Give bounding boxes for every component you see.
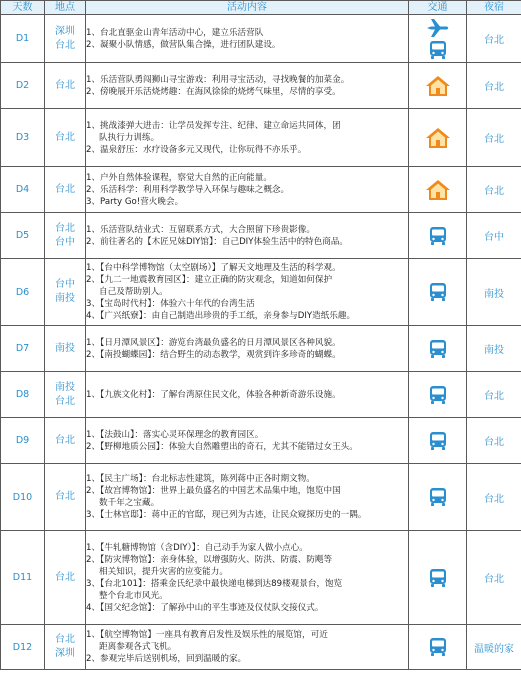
activity-line: 2、乐活科学：利用科学教学导入环保与趣味之概念。 <box>86 184 290 195</box>
activity-line: 相关知识，提升灾害的应变能力。 <box>99 566 228 577</box>
location-name: 南投 <box>55 381 75 393</box>
day-cell: D2 <box>1 63 45 109</box>
header-location: 地点 <box>45 1 86 15</box>
activity-line: 1、台北直驱金山青年活动中心，建立乐活营队 <box>86 27 264 38</box>
activity-line: 3、【台北101】：搭乘金氏纪录中最快递电梯到达89楼观景台，饱览 <box>86 578 343 589</box>
day-cell: D5 <box>1 213 45 259</box>
day-cell: D9 <box>1 418 45 464</box>
activity-line: 1、【九族文化村】：了解台湾原住民文化，体验各种新奇游乐设施。 <box>86 389 341 400</box>
day-cell: D8 <box>1 372 45 418</box>
transport-cell <box>409 326 467 372</box>
day-cell: D6 <box>1 259 45 326</box>
activity-cell <box>86 259 409 326</box>
itinerary-body <box>1 15 521 670</box>
location-name: 台北 <box>55 395 75 407</box>
day-cell: D12 <box>1 625 45 670</box>
itinerary-row <box>1 372 521 418</box>
stay-cell: 台北 <box>467 464 521 531</box>
activity-line: 1、【法鼓山】：落实心灵环保理念的教育园区。 <box>86 429 264 440</box>
day-cell: D7 <box>1 326 45 372</box>
house-icon <box>425 127 451 149</box>
house-icon <box>425 75 451 97</box>
stay-cell: 台北 <box>467 63 521 109</box>
activity-line: 数千年之宝藏。 <box>99 498 160 508</box>
stay-cell: 台北 <box>467 372 521 418</box>
activity-line: 2、前往著名的【木匠兄妹DIY馆】：自己DIY体验生活中的特色商品。 <box>86 236 349 247</box>
header-content: 活动内容 <box>86 1 409 15</box>
itinerary-row <box>1 63 521 109</box>
transport-cell <box>409 259 467 326</box>
bus-icon <box>428 487 448 507</box>
location-name: 台中 <box>55 279 75 290</box>
plane-icon <box>426 18 450 38</box>
bus-icon <box>428 339 448 359</box>
location-name: 南投 <box>55 293 75 304</box>
activity-cell <box>86 63 409 109</box>
activity-line: 队执行力训练。 <box>99 132 160 143</box>
bus-icon <box>428 226 448 246</box>
activity-line: 1、【民主广场】：台北标志性建筑，陈列蒋中正各时期文物。 <box>86 474 315 484</box>
stay-cell: 台北 <box>467 531 521 625</box>
activity-line: 2、【南投蝴蝶园】：结合野生的动态教学，观赏到许多珍奇的蝴蝶。 <box>86 349 341 360</box>
activity-line: 1、挑战漆弹大进击：让学员发挥专注、纪律、建立命运共同体，团 <box>86 120 341 131</box>
activity-line: 2、参观完毕后送别机场，回到温暖的家。 <box>86 654 247 664</box>
bus-icon <box>428 568 448 588</box>
activity-line: 1、【牛轧糖博物馆（含DIY）】：自己动手为家人做小点心。 <box>86 542 308 553</box>
header-day: 天数 <box>1 1 45 15</box>
transport-cell <box>409 15 467 63</box>
activity-line: 2、凝聚小队情感，做营队集合操，进行团队建设。 <box>86 39 281 50</box>
itinerary-row <box>1 259 521 326</box>
activity-line: 2、【故宫博物馆】：世界上最负盛名的中国艺术品集中地，饱览中国 <box>86 486 341 496</box>
activity-cell <box>86 531 409 625</box>
activity-line: 3、Party Go!营火晚会。 <box>86 196 184 207</box>
stay-cell: 台北 <box>467 418 521 464</box>
header-transport: 交通 <box>409 1 467 15</box>
stay-cell: 台北 <box>467 109 521 167</box>
activity-line: 距离参观各式飞机。 <box>99 642 177 652</box>
location-name: 台北 <box>55 434 75 446</box>
location-name: 台北 <box>55 183 75 195</box>
activity-line: 1、【台中科学博物馆（太空剧场）】了解天文地理及生活的科学观。 <box>86 263 341 273</box>
activity-line: 2、【野柳地质公园】：体验大自然雕塑出的奇石，尤其不能错过女王头。 <box>86 441 358 452</box>
stay-cell: 台北 <box>467 15 521 63</box>
activity-line: 2、【防灾博物馆】：亲身体验，以增强防火、防洪、防震、防飓等 <box>86 554 333 565</box>
location-cell <box>45 625 86 670</box>
location-name: 台北 <box>55 571 75 583</box>
activity-line: 1、【航空博物馆】一座具有教育启发性及娱乐性的展览馆，可近 <box>86 630 328 640</box>
location-name: 南投 <box>55 342 75 354</box>
house-icon <box>425 179 451 201</box>
activity-cell <box>86 109 409 167</box>
location-cell <box>45 418 86 464</box>
transport-cell <box>409 531 467 625</box>
activity-line: 1、户外自然体验课程，察觉大自然的正向能量。 <box>86 172 272 183</box>
stay-cell: 温暖的家 <box>467 625 521 670</box>
header-row <box>1 1 521 15</box>
location-name: 深圳 <box>55 25 75 37</box>
location-name: 台北 <box>55 79 75 91</box>
activity-line: 4、【广兴纸寮】：由自己制造出珍贵的手工纸，亲身参与DIY造纸乐趣。 <box>86 311 356 321</box>
transport-cell <box>409 63 467 109</box>
location-cell <box>45 531 86 625</box>
location-name: 台北 <box>55 131 75 143</box>
activity-line: 3、【宝岛时代村】：体验六十年代的台湾生活 <box>86 299 255 309</box>
location-name: 台北 <box>55 634 75 645</box>
transport-cell <box>409 372 467 418</box>
location-cell <box>45 167 86 213</box>
location-cell <box>45 464 86 531</box>
stay-cell: 南投 <box>467 326 521 372</box>
day-cell: D4 <box>1 167 45 213</box>
location-cell <box>45 63 86 109</box>
location-cell <box>45 109 86 167</box>
location-name: 台中 <box>55 236 75 248</box>
day-cell: D3 <box>1 109 45 167</box>
itinerary-row <box>1 109 521 167</box>
activity-cell <box>86 464 409 531</box>
activity-cell <box>86 15 409 63</box>
location-cell <box>45 15 86 63</box>
activity-cell <box>86 213 409 259</box>
bus-icon <box>428 385 448 405</box>
activity-cell <box>86 418 409 464</box>
itinerary-row <box>1 326 521 372</box>
itinerary-row <box>1 213 521 259</box>
day-cell: D1 <box>1 15 45 63</box>
location-cell <box>45 259 86 326</box>
bus-icon <box>428 431 448 451</box>
activity-line: 1、乐活营队结业式：互留联系方式，大合照留下珍贵影像。 <box>86 224 315 235</box>
activity-line: 自己及帮助别人。 <box>99 287 168 297</box>
bus-icon <box>428 282 448 302</box>
bus-icon <box>428 637 448 657</box>
location-cell <box>45 326 86 372</box>
itinerary-row <box>1 418 521 464</box>
day-cell: D11 <box>1 531 45 625</box>
location-name: 深圳 <box>55 648 75 659</box>
transport-cell <box>409 167 467 213</box>
activity-cell <box>86 372 409 418</box>
itinerary-row <box>1 531 521 625</box>
activity-line: 1、【日月潭风景区】：游览台湾最负盛名的日月潭风景区各种风貌。 <box>86 337 341 348</box>
activity-line: 整个台北市风光。 <box>99 590 168 601</box>
activity-line: 2、温泉舒压：水疗设备多元又现代，让你玩得不亦乐乎。 <box>86 144 307 155</box>
location-name: 台北 <box>55 491 75 502</box>
stay-cell: 南投 <box>467 259 521 326</box>
itinerary-row <box>1 464 521 531</box>
activity-cell <box>86 167 409 213</box>
header-stay: 夜宿 <box>467 1 521 15</box>
transport-cell <box>409 464 467 531</box>
activity-line: 3、【士林官邸】：蒋中正的官邸，现已列为古迹，让民众窥探历史的一隅。 <box>86 510 367 520</box>
stay-cell: 台中 <box>467 213 521 259</box>
location-cell <box>45 372 86 418</box>
day-cell: D10 <box>1 464 45 531</box>
stay-cell: 台北 <box>467 167 521 213</box>
transport-cell <box>409 213 467 259</box>
transport-cell <box>409 418 467 464</box>
itinerary-row <box>1 167 521 213</box>
activity-line: 2、傍晚展开乐活烧烤趣：在海风徐徐的烧烤气味里，尽情的享受。 <box>86 86 341 97</box>
location-name: 台北 <box>55 222 75 234</box>
transport-cell <box>409 625 467 670</box>
activity-line: 4、【国父纪念馆】：了解孙中山的平生事迹及仪仗队交接仪式。 <box>86 602 324 613</box>
activity-line: 2、【九二一地震教育园区】：建立正确的防灾观念，知道如何保护 <box>86 275 333 285</box>
bus-icon <box>428 40 448 60</box>
activity-line: 1、乐活营队勇闯狮山寻宝游戏：利用寻宝活动，寻找晚餐的加菜金。 <box>86 74 350 85</box>
activity-cell <box>86 326 409 372</box>
activity-cell <box>86 625 409 670</box>
itinerary-row <box>1 625 521 670</box>
location-cell <box>45 213 86 259</box>
location-name: 台北 <box>55 39 75 51</box>
itinerary-row <box>1 15 521 63</box>
transport-cell <box>409 109 467 167</box>
